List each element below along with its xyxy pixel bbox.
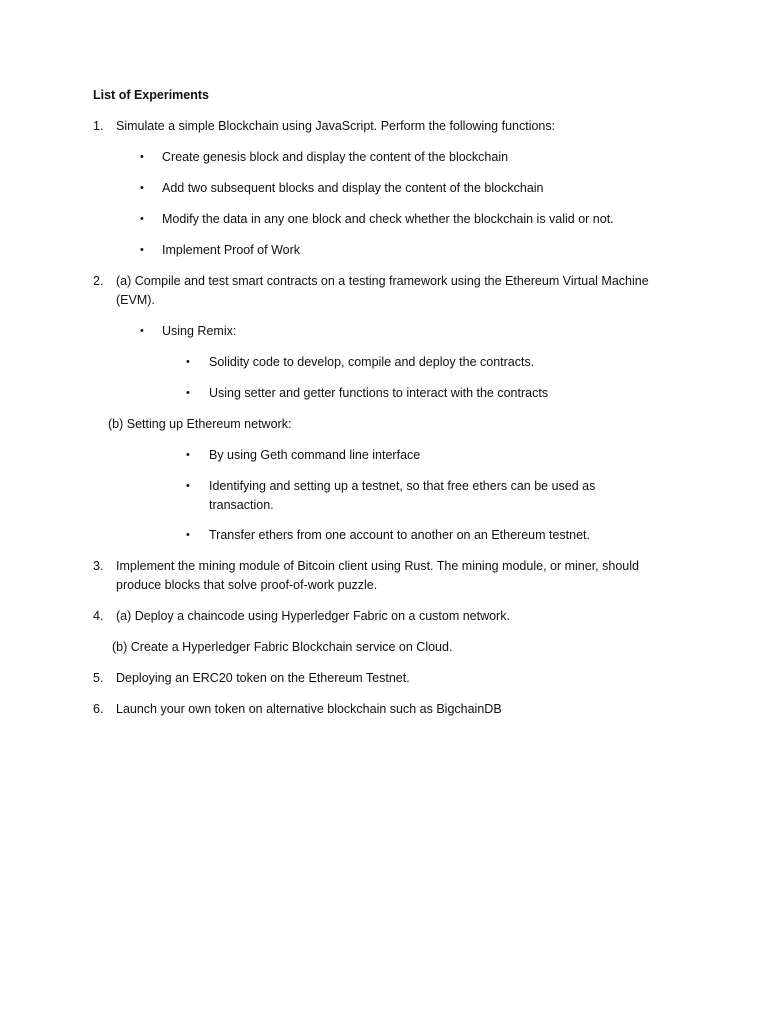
item-4-part-b: (b) Create a Hyperledger Fabric Blockchain service on Cloud. xyxy=(112,640,453,654)
item-text-6: Launch your own token on alternative blockchain such as BigchainDB xyxy=(116,702,502,716)
item-text-3-line1: Implement the mining module of Bitcoin client using Rust. The mining module, or miner, should xyxy=(116,559,639,573)
list-item: Add two subsequent blocks and display the content of the blockchain xyxy=(162,181,544,195)
list-item: Create genesis block and display the content of the blockchain xyxy=(162,150,509,164)
list-item: Identifying and setting up a testnet, so that free ethers can be used as xyxy=(209,479,596,493)
list-item: By using Geth command line interface xyxy=(209,448,421,462)
bullet-icon: • xyxy=(186,529,190,541)
bullet-icon: • xyxy=(186,480,190,492)
list-item: Implement Proof of Work xyxy=(162,243,301,257)
list-item: Solidity code to develop, compile and deploy the contracts. xyxy=(209,355,535,369)
list-item: Transfer ethers from one account to another on an Ethereum testnet. xyxy=(209,528,590,542)
bullet-icon: • xyxy=(140,244,144,256)
list-item: Using setter and getter functions to interact with the contracts xyxy=(209,386,549,400)
item-number-5: 5. xyxy=(93,671,104,685)
item-number-6: 6. xyxy=(93,702,104,716)
item-text-2-line1: (a) Compile and test smart contracts on a testing framework using the Ethereum Virtual Machine xyxy=(116,274,649,288)
bullet-icon: • xyxy=(140,182,144,194)
bullet-icon: • xyxy=(140,325,144,337)
bullet-icon: • xyxy=(186,356,190,368)
item-text-1: Simulate a simple Blockchain using JavaScript. Perform the following functions: xyxy=(116,119,556,133)
document-title: List of Experiments xyxy=(93,88,209,102)
item-text-5: Deploying an ERC20 token on the Ethereum Testnet. xyxy=(116,671,410,685)
item-2-part-b: (b) Setting up Ethereum network: xyxy=(108,417,292,431)
item-number-1: 1. xyxy=(93,119,104,133)
item-number-2: 2. xyxy=(93,274,104,288)
bullet-icon: • xyxy=(186,387,190,399)
bullet-icon: • xyxy=(140,213,144,225)
item-text-2-line2: (EVM). xyxy=(116,293,155,307)
bullet-icon: • xyxy=(186,449,190,461)
item-number-4: 4. xyxy=(93,609,104,623)
list-item: Using Remix: xyxy=(162,324,237,338)
item-text-4: (a) Deploy a chaincode using Hyperledger Fabric on a custom network. xyxy=(116,609,510,623)
list-item-continuation: transaction. xyxy=(209,498,274,512)
item-number-3: 3. xyxy=(93,559,104,573)
item-text-3-line2: produce blocks that solve proof-of-work puzzle. xyxy=(116,578,378,592)
list-item: Modify the data in any one block and check whether the blockchain is valid or not. xyxy=(162,212,614,226)
bullet-icon: • xyxy=(140,151,144,163)
